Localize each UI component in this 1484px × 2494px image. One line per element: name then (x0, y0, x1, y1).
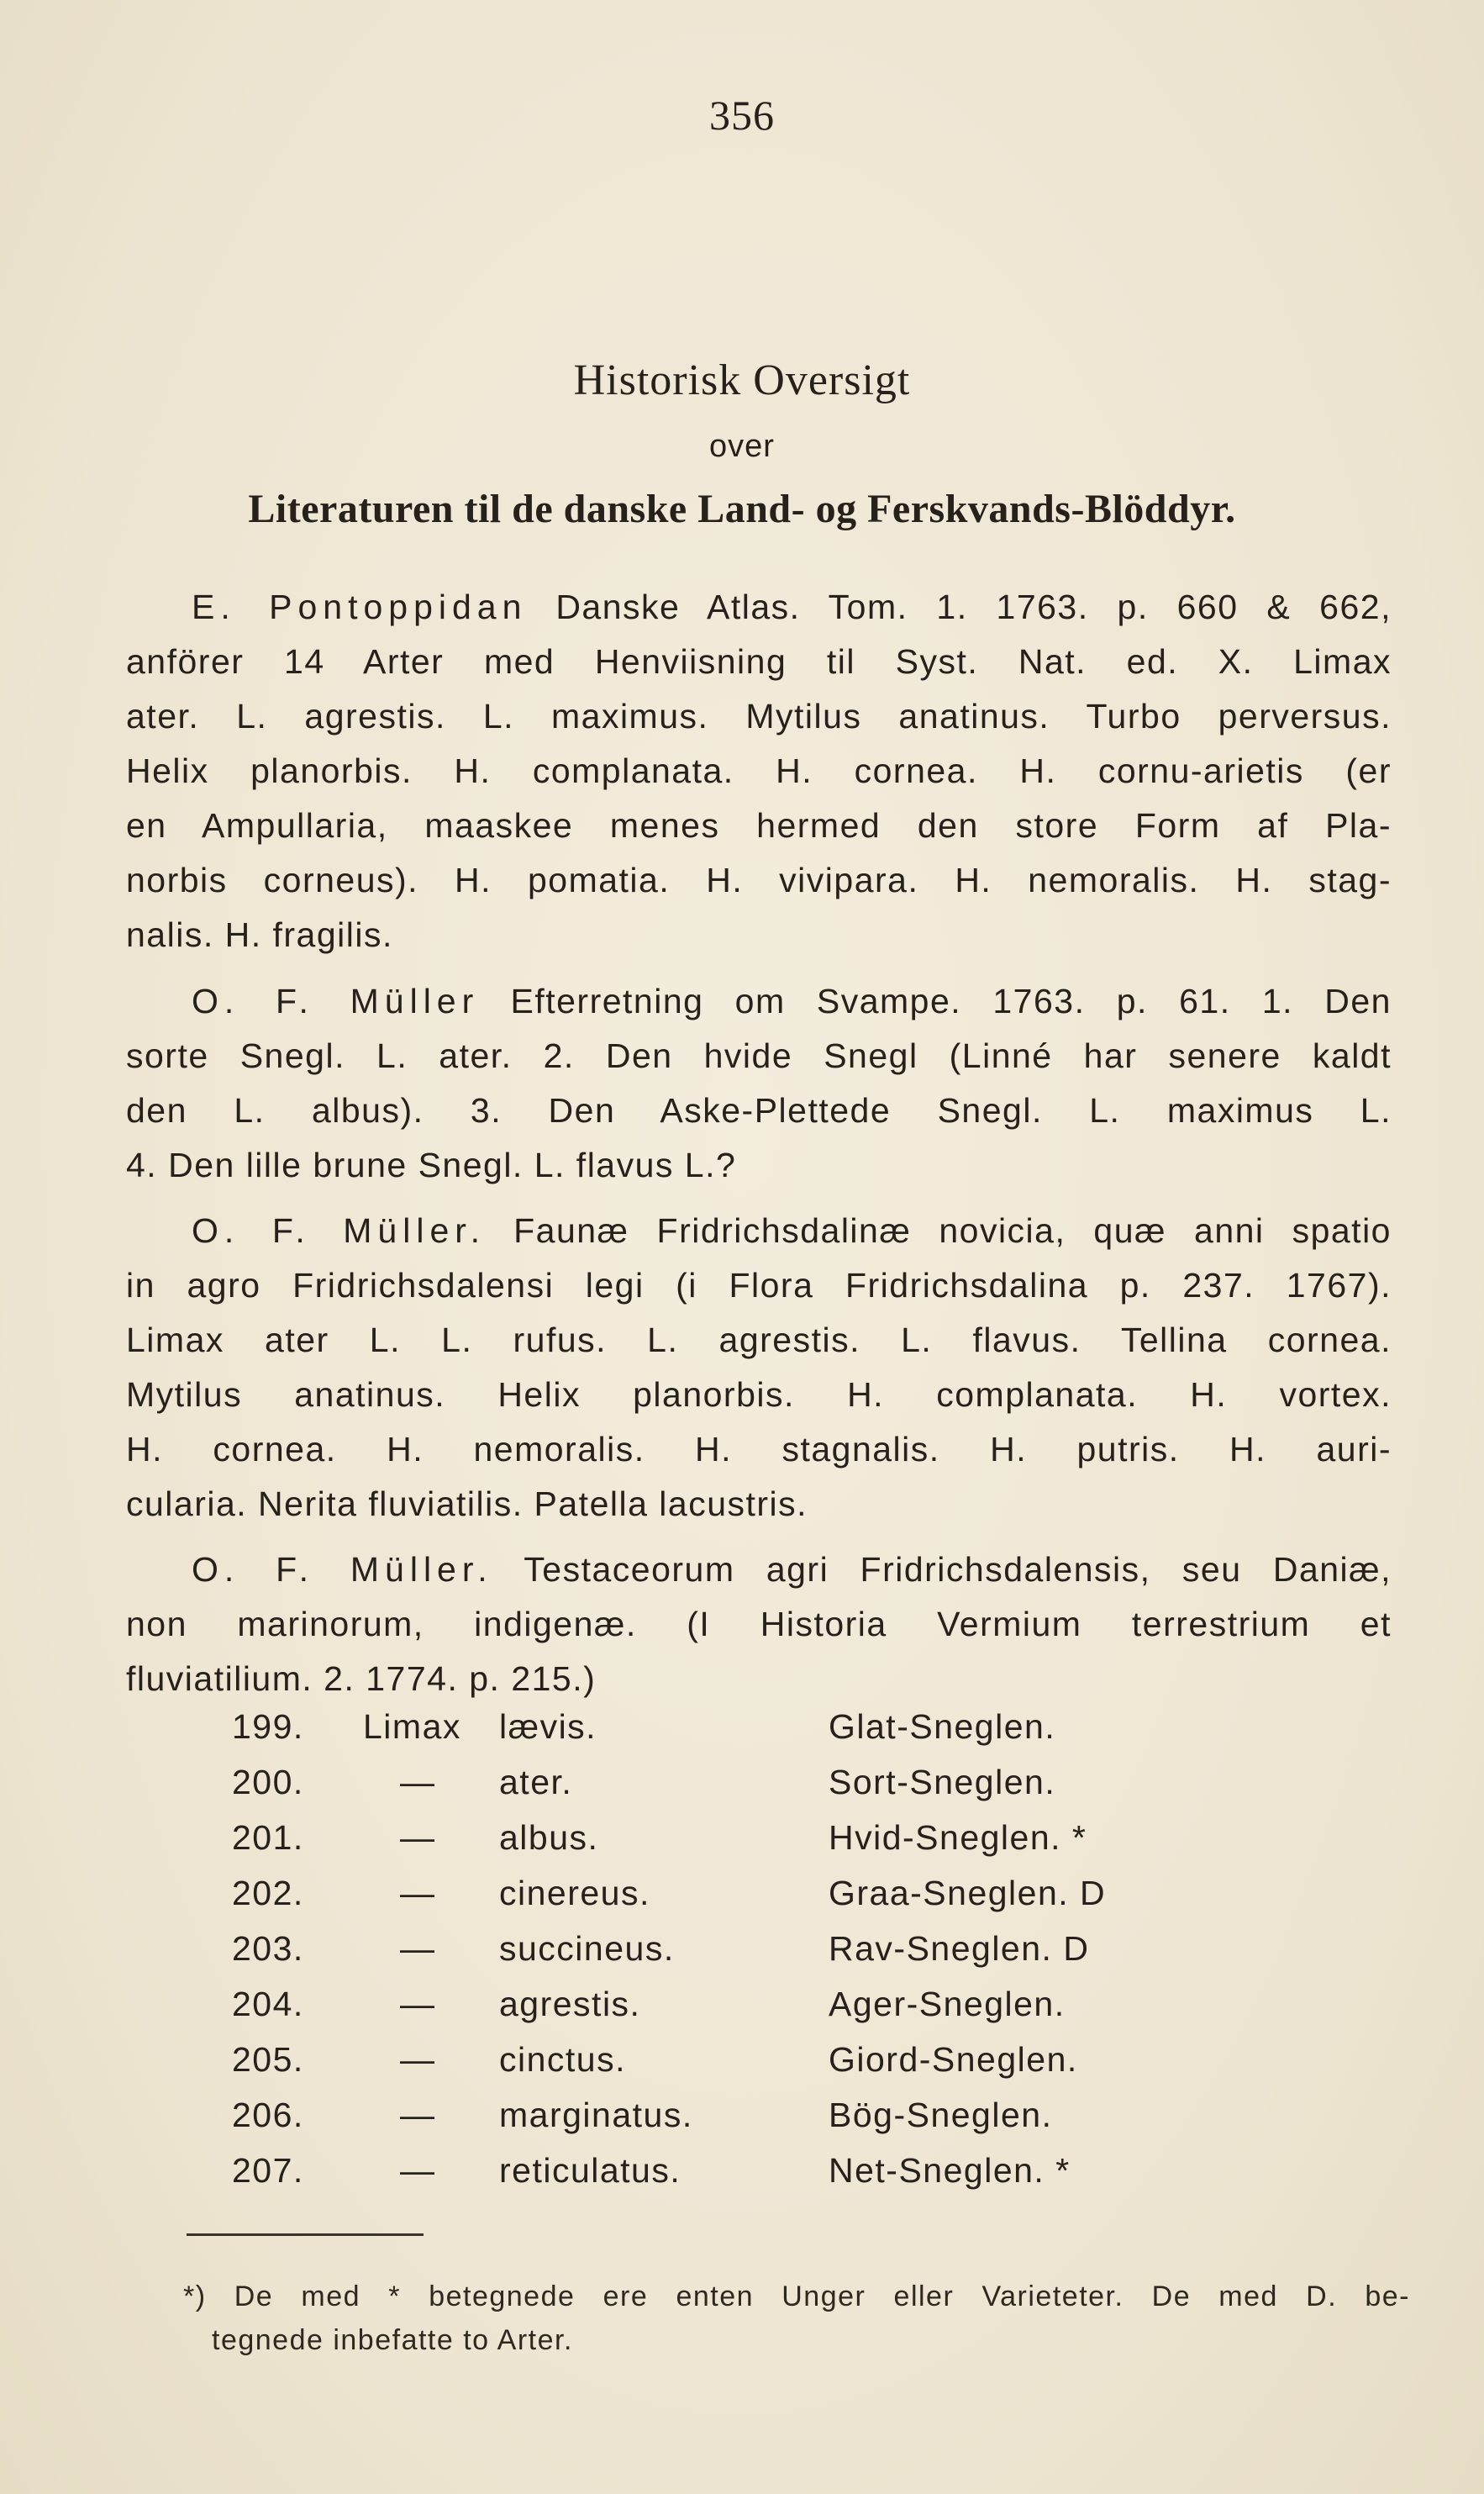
species-number: 201. (232, 1818, 304, 1857)
species-name: cinctus. (499, 2040, 626, 2079)
ditto-dash: — (400, 2096, 436, 2134)
entry-text: Efterretning om Svampe. 1763. p. 61. 1. Den (510, 982, 1392, 1020)
entry-line: Mytilus anatinus. Helix planorbis. H. complanata. H. vortex. (126, 1375, 1392, 1414)
ditto-dash: — (400, 1763, 436, 1801)
entry-text: Faunæ Fridrichsdalinæ novicia, quæ anni spatio (513, 1211, 1392, 1250)
footnote-divider (187, 2233, 424, 2236)
entry-first-line (126, 974, 1392, 1029)
entry-line: in agro Fridrichsdalensi legi (i Flora Fridrichsdalina p. 237. 1767). (126, 1266, 1392, 1305)
species-number: 204. (232, 1985, 304, 2023)
entry-author: O. F. Müller (192, 982, 480, 1020)
bibliography-entry (126, 1204, 1392, 1532)
species-name: reticulatus. (499, 2151, 681, 2190)
species-number: 207. (232, 2151, 304, 2190)
species-number: 202. (232, 1874, 304, 1912)
species-number: 200. (232, 1763, 304, 1801)
entry-author: E. Pontoppidan (192, 588, 528, 626)
danish-name: Ager-Sneglen. (829, 1985, 1066, 2023)
entry-line: 4. Den lille brune Snegl. L. flavus L.? (126, 1146, 737, 1184)
table-row (126, 1929, 1218, 1985)
ditto-dash: — (400, 2040, 436, 2079)
species-table (126, 1707, 1218, 2207)
danish-name: Giord-Sneglen. (829, 2040, 1078, 2079)
species-name: lævis. (499, 1707, 597, 1746)
danish-name: Glat-Sneglen. (829, 1707, 1056, 1746)
table-row (126, 1763, 1218, 1818)
species-name: cinereus. (499, 1874, 650, 1912)
ditto-dash: — (400, 1874, 436, 1912)
species-name: ater. (499, 1763, 573, 1801)
entry-line: nalis. H. fragilis. (126, 915, 393, 954)
entry-line: sorte Snegl. L. ater. 2. Den hvide Snegl (Linné har senere kaldt (126, 1036, 1392, 1075)
species-number: 206. (232, 2096, 304, 2134)
footnote (183, 2275, 1410, 2362)
title-connector: over (709, 429, 775, 464)
entry-line: norbis corneus). H. pomatia. H. vivipara. H. nemoralis. H. stag- (126, 861, 1392, 899)
entry-line: Helix planorbis. H. complanata. H. cornea. H. cornu-arietis (er (126, 751, 1392, 790)
entry-line: en Ampullaria, maaskee menes hermed den store Form af Pla- (126, 806, 1392, 845)
species-number: 203. (232, 1929, 304, 1968)
entry-line: ater. L. agrestis. L. maximus. Mytilus anatinus. Turbo perversus. (126, 697, 1392, 736)
bibliography-entry (126, 580, 1392, 962)
ditto-dash: — (400, 2151, 436, 2190)
footnote-line: *) De med * betegnede ere enten Unger eller Varieteter. De med D. be- (183, 2280, 1410, 2312)
danish-name: Net-Sneglen. * (829, 2151, 1071, 2190)
species-name: albus. (499, 1818, 599, 1857)
species-number: 199. (232, 1707, 304, 1746)
table-row (126, 1985, 1218, 2040)
ditto-dash: — (400, 1818, 436, 1857)
danish-name: Sort-Sneglen. (829, 1763, 1056, 1801)
table-row (126, 2151, 1218, 2207)
table-row (126, 1818, 1218, 1874)
ditto-dash: — (400, 1985, 436, 2023)
entry-line: den L. albus). 3. Den Aske-Plettede Snegl. L. maximus L. (126, 1091, 1392, 1130)
entry-first-line (126, 580, 1392, 635)
page-title: Historisk Oversigt (573, 356, 911, 404)
entry-first-line (126, 1204, 1392, 1258)
table-row (126, 1874, 1218, 1929)
bibliography-entry (126, 1542, 1392, 1706)
table-row (126, 2096, 1218, 2151)
table-row (126, 2040, 1218, 2096)
danish-name: Hvid-Sneglen. * (829, 1818, 1087, 1857)
entry-author: O. F. Müller. (192, 1550, 493, 1589)
entry-line: Limax ater L. L. rufus. L. agrestis. L. flavus. Tellina cornea. (126, 1321, 1392, 1359)
entry-text: Danske Atlas. Tom. 1. 1763. p. 660 & 662, (555, 588, 1392, 626)
entry-first-line (126, 1542, 1392, 1597)
species-genus: Limax (363, 1707, 461, 1746)
bibliography-entry (126, 974, 1392, 1193)
species-name: agrestis. (499, 1985, 641, 2023)
entry-line: fluviatilium. 2. 1774. p. 215.) (126, 1659, 597, 1698)
table-row (126, 1707, 1218, 1763)
danish-name: Rav-Sneglen. D (829, 1929, 1090, 1968)
page-number: 356 (709, 92, 775, 139)
entry-line: anförer 14 Arter med Henviisning til Syst. Nat. ed. X. Limax (126, 642, 1392, 681)
entry-line: non marinorum, indigenæ. (I Historia Vermium terrestrium et (126, 1605, 1392, 1643)
species-name: succineus. (499, 1929, 675, 1968)
species-number: 205. (232, 2040, 304, 2079)
entry-line: cularia. Nerita fluviatilis. Patella lacustris. (126, 1484, 808, 1523)
entry-text: Testaceorum agri Fridrichsdalensis, seu Daniæ, (524, 1550, 1392, 1589)
page-subtitle: Literaturen til de danske Land- og Ferskvands-Blöddyr. (248, 487, 1236, 531)
entry-author: O. F. Müller. (192, 1211, 487, 1250)
danish-name: Graa-Sneglen. D (829, 1874, 1107, 1912)
footnote-line: tegnede inbefatte to Arter. (212, 2324, 573, 2356)
species-name: marginatus. (499, 2096, 693, 2134)
danish-name: Bög-Sneglen. (829, 2096, 1053, 2134)
entry-line: H. cornea. H. nemoralis. H. stagnalis. H. putris. H. auri- (126, 1430, 1392, 1468)
ditto-dash: — (400, 1929, 436, 1968)
